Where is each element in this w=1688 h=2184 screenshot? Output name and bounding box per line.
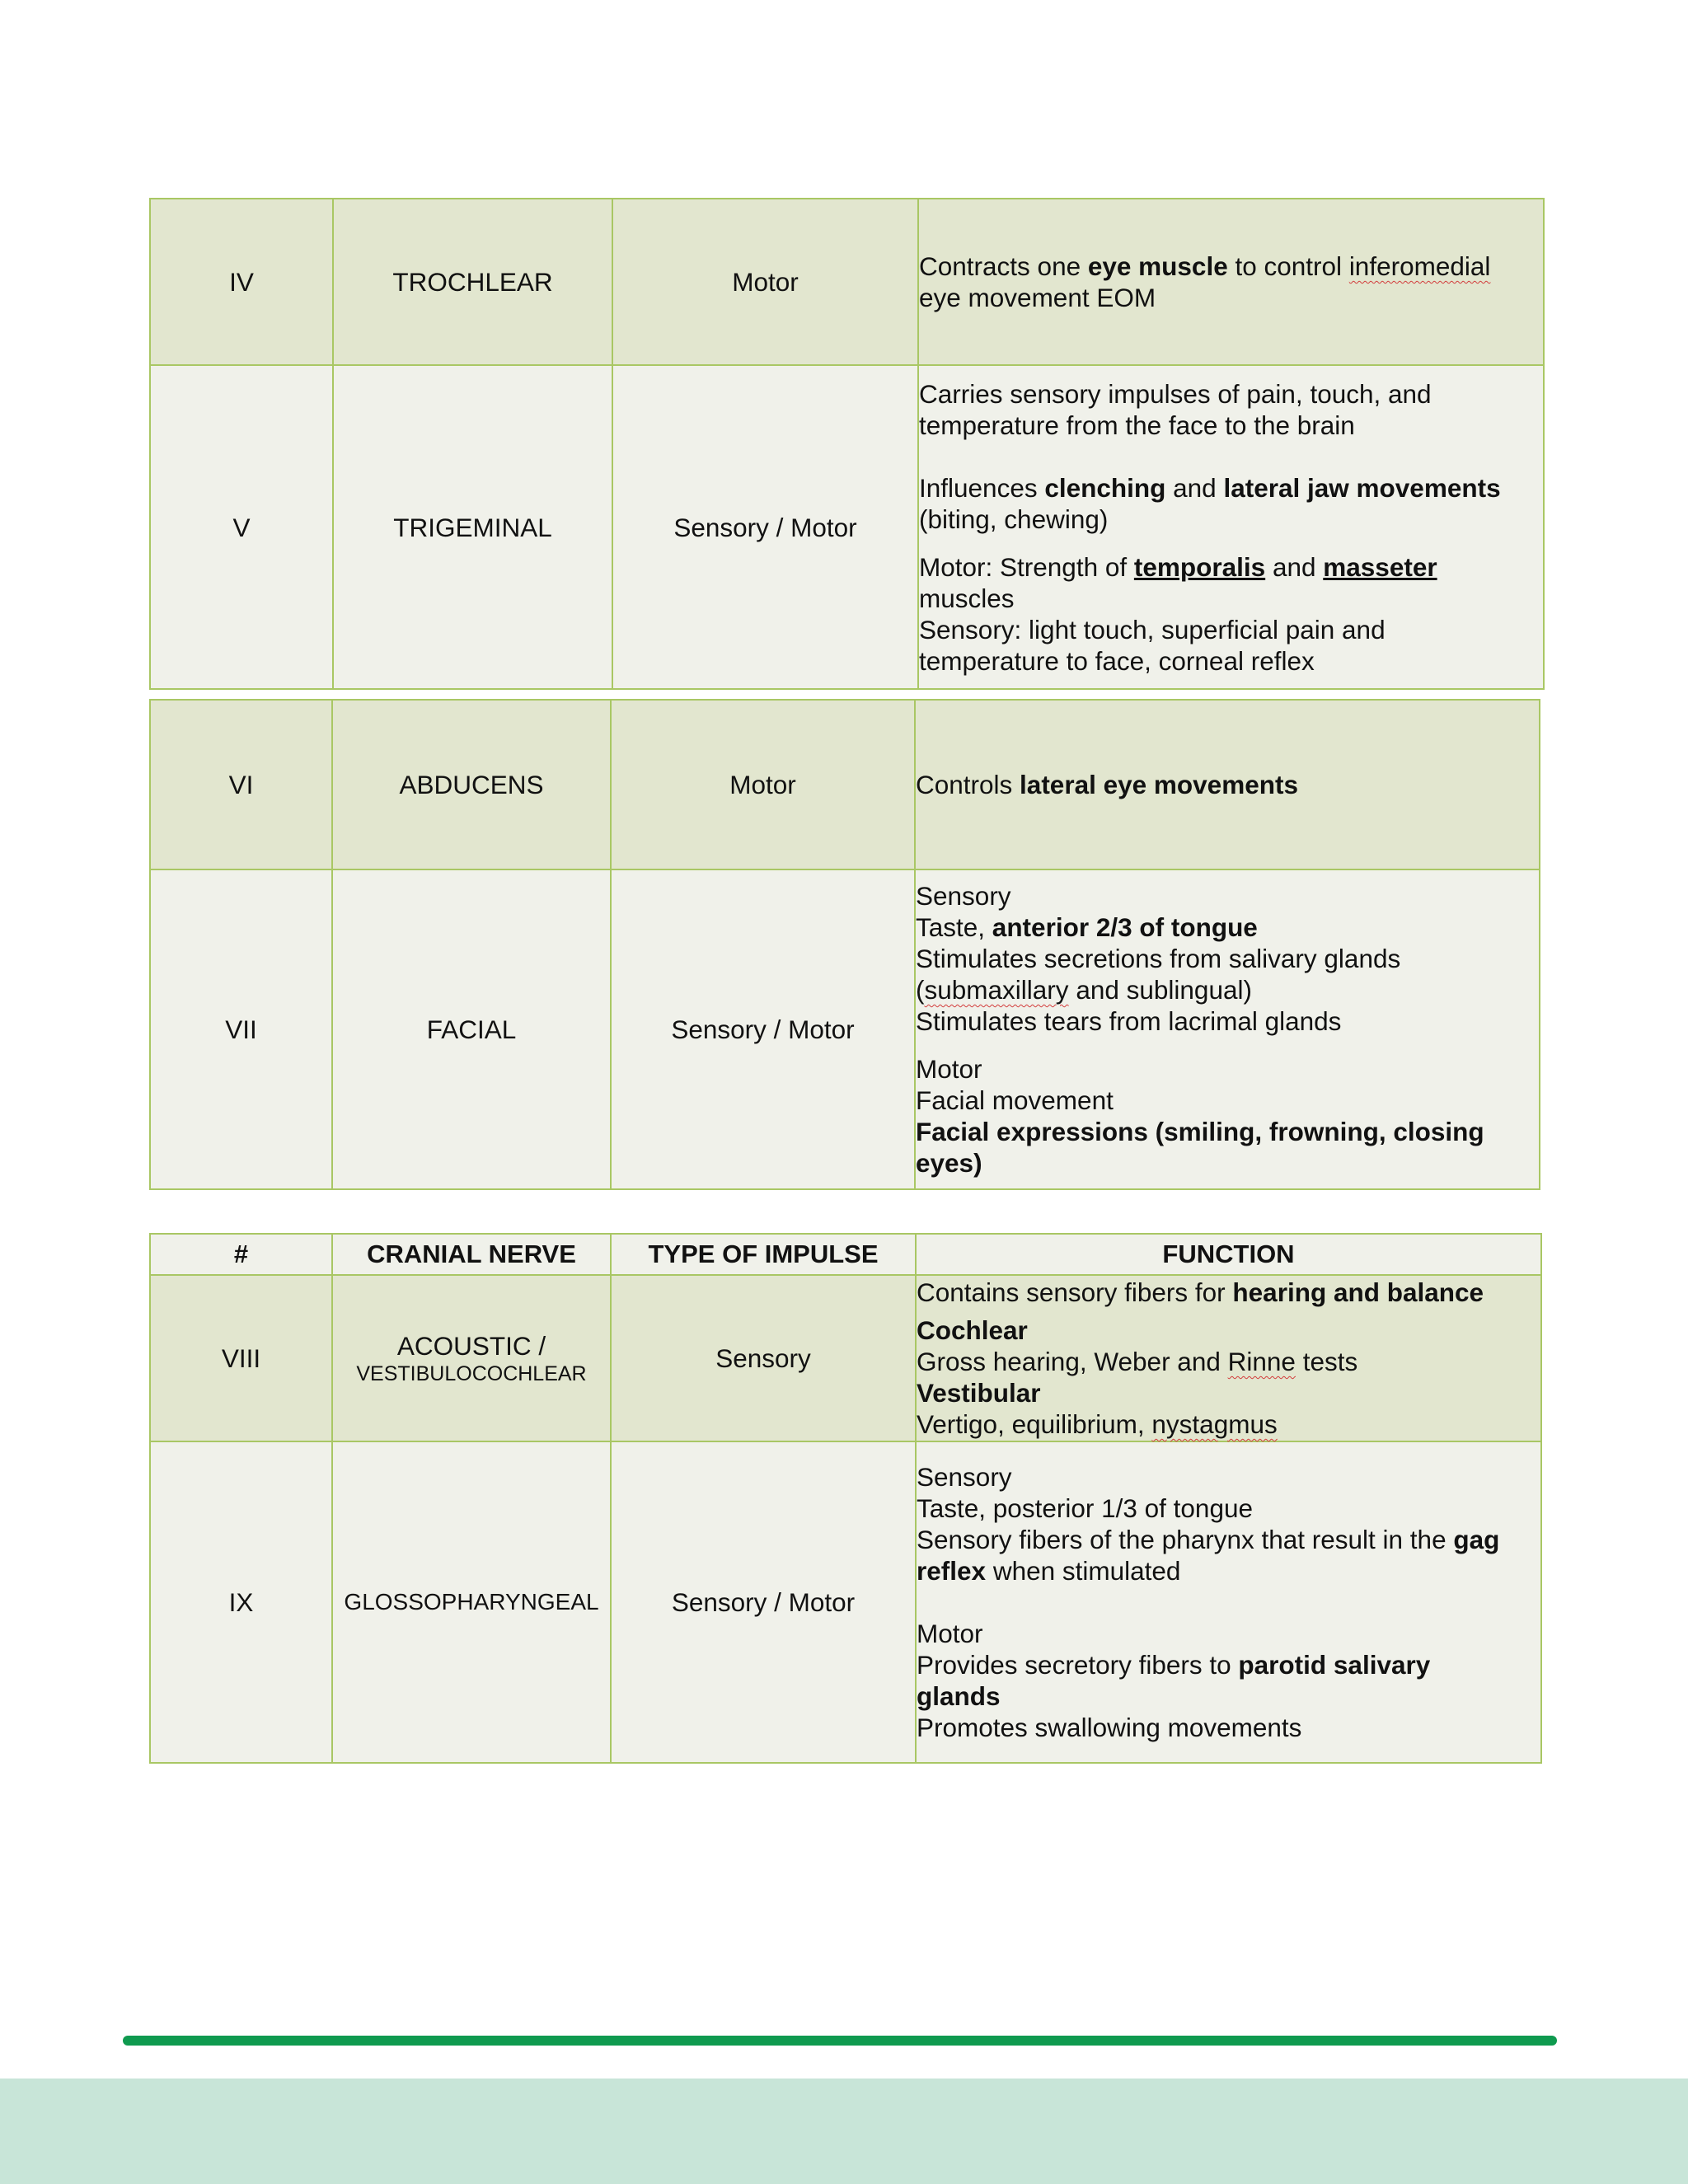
nerve-number: VI bbox=[150, 700, 332, 869]
function-line: Stimulates tears from lacrimal glands bbox=[916, 1006, 1342, 1036]
function-line: Gross hearing, Weber and Rinne tests bbox=[917, 1347, 1358, 1376]
function-line: eye movement EOM bbox=[919, 283, 1156, 312]
impulse-type: Motor bbox=[611, 700, 915, 869]
nerve-name: TRIGEMINAL bbox=[333, 365, 612, 689]
function-line: Motor bbox=[916, 1054, 982, 1084]
nerve-number: IV bbox=[150, 199, 333, 365]
impulse-type: Sensory / Motor bbox=[611, 1441, 916, 1763]
cranial-nerve-table-2 bbox=[149, 699, 1540, 1190]
function-line: glands bbox=[917, 1681, 1001, 1711]
function-line: Facial expressions (smiling, frowning, closing bbox=[916, 1117, 1484, 1146]
nerve-name: GLOSSOPHARYNGEAL bbox=[332, 1441, 611, 1763]
header-num: # bbox=[150, 1234, 332, 1275]
header-cranial-nerve: CRANIAL NERVE bbox=[332, 1234, 611, 1275]
nerve-function bbox=[915, 700, 1540, 869]
function-line: Carries sensory impulses of pain, touch, and bbox=[919, 378, 1432, 409]
function-line: Sensory: light touch, superficial pain and bbox=[919, 614, 1386, 644]
cranial-nerve-table-1 bbox=[149, 198, 1545, 690]
function-line: Taste, posterior 1/3 of tongue bbox=[917, 1493, 1254, 1523]
nerve-number: V bbox=[150, 365, 333, 689]
function-line: (biting, chewing) bbox=[919, 504, 1109, 534]
header-type-of-impulse: TYPE OF IMPULSE bbox=[611, 1234, 916, 1275]
impulse-type: Motor bbox=[612, 199, 918, 365]
function-line: Facial movement bbox=[916, 1085, 1114, 1115]
nerve-name: FACIAL bbox=[332, 869, 611, 1189]
table-row-iv bbox=[150, 199, 1544, 365]
nerve-name: TROCHLEAR bbox=[333, 199, 612, 365]
function-line: eyes) bbox=[916, 1148, 982, 1178]
function-line: temperature from the face to the brain bbox=[919, 410, 1355, 440]
function-line: Sensory fibers of the pharynx that result in the gag bbox=[917, 1525, 1500, 1554]
nerve-name-line: VESTIBULOCOCHLEAR bbox=[356, 1362, 587, 1385]
nerve-number: VIII bbox=[150, 1275, 332, 1441]
function-line: Provides secretory fibers to parotid salivary bbox=[917, 1650, 1431, 1680]
function-line: Contracts one eye muscle to control inferomedial bbox=[919, 251, 1491, 281]
nerve-function bbox=[918, 365, 1544, 689]
nerve-function bbox=[918, 199, 1544, 365]
function-line: muscles bbox=[919, 583, 1015, 613]
nerve-number: VII bbox=[150, 869, 332, 1189]
impulse-type: Sensory / Motor bbox=[611, 869, 915, 1189]
function-line: reflex when stimulated bbox=[917, 1556, 1181, 1586]
impulse-type: Sensory bbox=[611, 1275, 916, 1441]
function-line: (submaxillary and sublingual) bbox=[916, 975, 1252, 1005]
function-line: Vertigo, equilibrium, nystagmus bbox=[917, 1409, 1278, 1439]
table-row-vi bbox=[150, 700, 1540, 869]
nerve-function bbox=[915, 869, 1540, 1189]
table-row-v bbox=[150, 365, 1544, 689]
nerve-name: ABDUCENS bbox=[332, 700, 611, 869]
function-line: Sensory bbox=[916, 881, 1011, 911]
footer-divider bbox=[123, 2036, 1557, 2046]
function-line: Taste, anterior 2/3 of tongue bbox=[916, 912, 1258, 942]
nerve-number: IX bbox=[150, 1441, 332, 1763]
function-line: Stimulates secretions from salivary glands bbox=[916, 944, 1401, 973]
table-row-ix bbox=[150, 1441, 1541, 1763]
table-header-row bbox=[150, 1234, 1541, 1275]
cranial-nerve-table-3 bbox=[149, 1233, 1542, 1764]
function-line: Motor bbox=[917, 1619, 983, 1648]
function-line: Influences clenching and lateral jaw movements bbox=[919, 472, 1501, 503]
function-line: Contains sensory fibers for hearing and balance bbox=[917, 1277, 1484, 1307]
function-line: Motor: Strength of temporalis and masseter bbox=[919, 551, 1437, 582]
table-row-viii bbox=[150, 1275, 1541, 1441]
nerve-function bbox=[916, 1441, 1541, 1763]
function-line: Cochlear bbox=[917, 1315, 1028, 1345]
nerve-name-line: ACOUSTIC / bbox=[396, 1331, 546, 1361]
impulse-type: Sensory / Motor bbox=[612, 365, 918, 689]
table-row-vii bbox=[150, 869, 1540, 1189]
function-line: Promotes swallowing movements bbox=[917, 1713, 1302, 1742]
nerve-name bbox=[332, 1275, 611, 1441]
function-line: Sensory bbox=[917, 1462, 1012, 1492]
function-line: Vestibular bbox=[917, 1378, 1041, 1408]
footer-band bbox=[0, 2079, 1688, 2184]
function-line: temperature to face, corneal reflex bbox=[919, 645, 1315, 676]
nerve-function bbox=[916, 1275, 1541, 1441]
header-function: FUNCTION bbox=[916, 1234, 1541, 1275]
function-line: Controls lateral eye movements bbox=[916, 770, 1298, 799]
